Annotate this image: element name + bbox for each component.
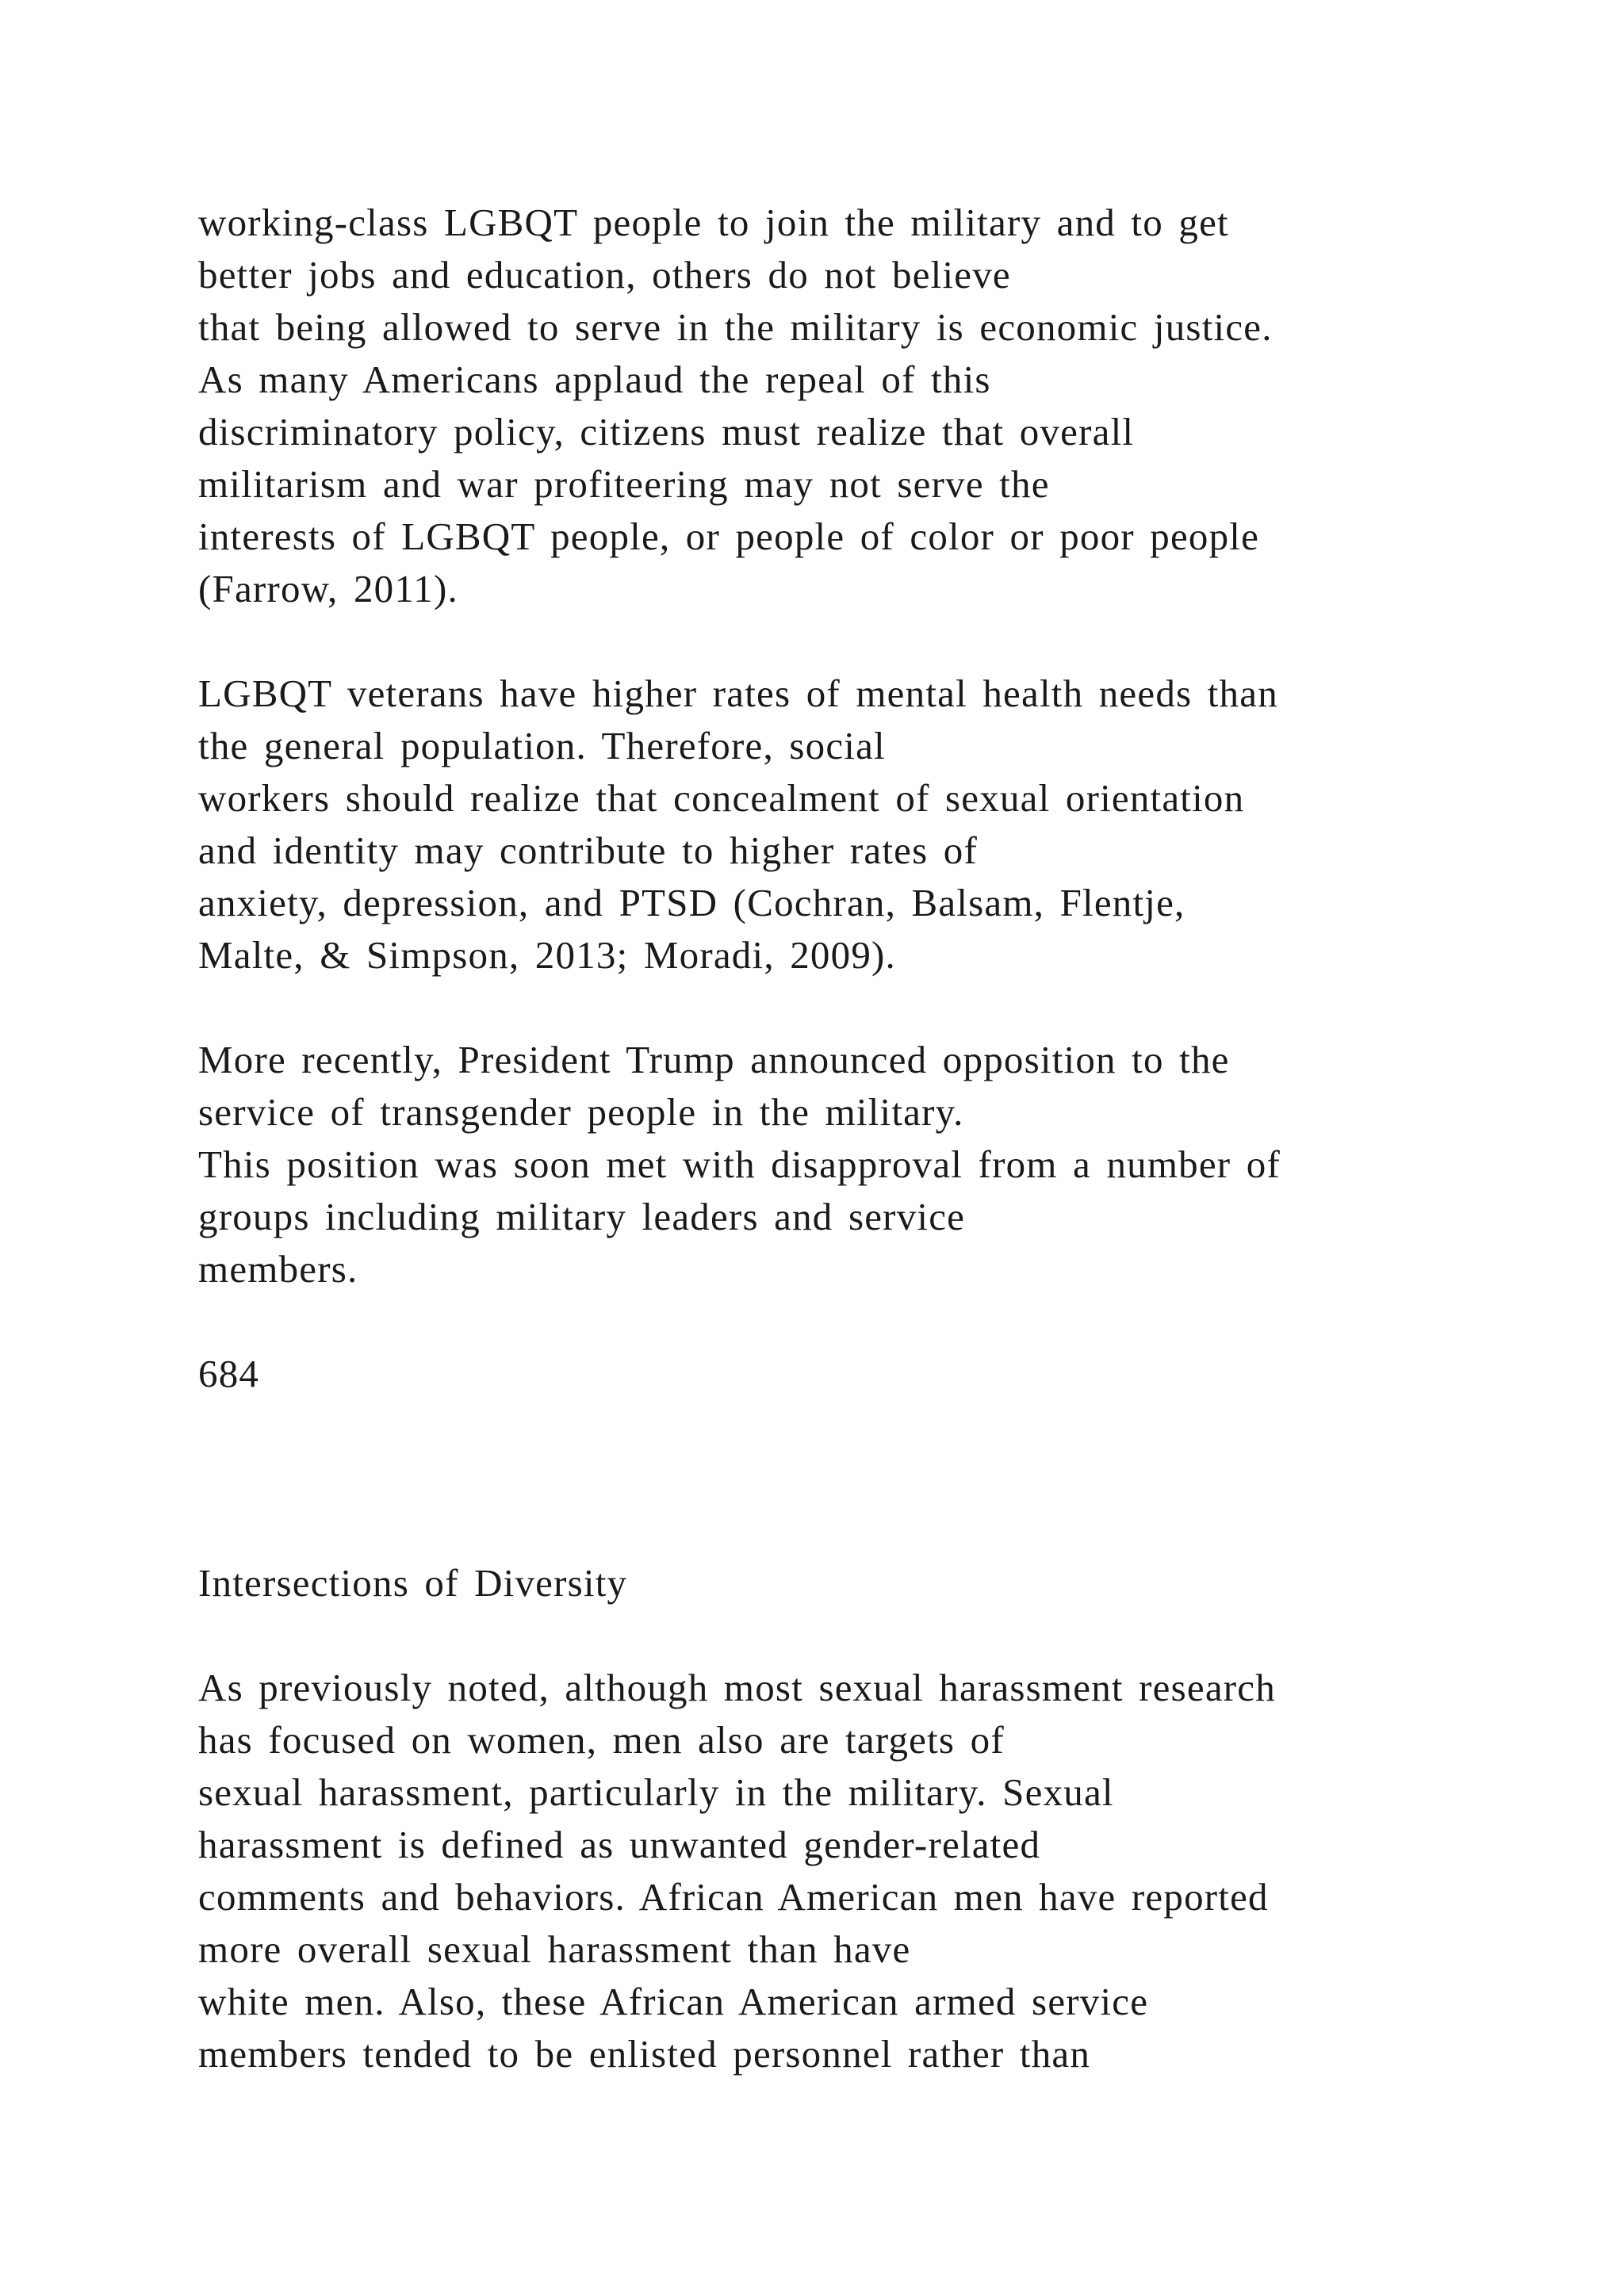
page-number	[198, 1348, 1435, 1400]
paragraph-spacer	[198, 1609, 1435, 1662]
text-line: militarism and war profiteering may not serve the	[198, 462, 1050, 506]
section-heading	[198, 1557, 1435, 1609]
text-line: LGBQT veterans have higher rates of mental health needs than	[198, 672, 1278, 715]
text-line: service of transgender people in the military.	[198, 1090, 964, 1134]
text-line: the general population. Therefore, social	[198, 724, 886, 767]
paragraph-military-justice	[198, 197, 1435, 615]
text-line: As previously noted, although most sexual harassment research	[198, 1666, 1276, 1709]
paragraph-spacer	[198, 615, 1435, 668]
text-line: better jobs and education, others do not believe	[198, 253, 1011, 297]
paragraph-spacer	[198, 982, 1435, 1034]
text-line: Malte, & Simpson, 2013; Moradi, 2009).	[198, 933, 896, 977]
document-body	[198, 197, 1435, 2080]
paragraph-spacer	[198, 1295, 1435, 1348]
text-line: working-class LGBQT people to join the military and to get	[198, 201, 1229, 244]
text-line: has focused on women, men also are targets of	[198, 1718, 1005, 1762]
page-break-spacer	[198, 1400, 1435, 1557]
text-line: interests of LGBQT people, or people of color or poor people	[198, 515, 1260, 558]
section-heading-text: Intersections of Diversity	[198, 1561, 628, 1605]
text-line: As many Americans applaud the repeal of this	[198, 358, 991, 401]
text-line: members.	[198, 1247, 358, 1291]
text-line: More recently, President Trump announced opposition to the	[198, 1038, 1230, 1081]
text-line: sexual harassment, particularly in the military. Sexual	[198, 1770, 1114, 1814]
paragraph-sexual-harassment	[198, 1662, 1435, 2080]
text-line: harassment is defined as unwanted gender-related	[198, 1823, 1041, 1866]
paragraph-transgender-service	[198, 1034, 1435, 1295]
text-line: workers should realize that concealment of sexual orientation	[198, 776, 1245, 820]
text-line: discriminatory policy, citizens must realize that overall	[198, 410, 1135, 453]
text-line: and identity may contribute to higher rates of	[198, 828, 979, 872]
text-line: anxiety, depression, and PTSD (Cochran, Balsam, Flentje,	[198, 881, 1185, 924]
page-number-text: 684	[198, 1352, 260, 1395]
text-line: white men. Also, these African American armed service	[198, 1980, 1149, 2023]
text-line: more overall sexual harassment than have	[198, 1927, 911, 1971]
text-line: members tended to be enlisted personnel rather than	[198, 2032, 1091, 2076]
text-line: (Farrow, 2011).	[198, 567, 458, 610]
paragraph-veterans-mental-health	[198, 668, 1435, 982]
text-line: This position was soon met with disapproval from a number of	[198, 1142, 1281, 1186]
text-line: that being allowed to serve in the military is economic justice.	[198, 305, 1273, 349]
text-line: groups including military leaders and service	[198, 1195, 966, 1238]
text-line: comments and behaviors. African American men have reported	[198, 1875, 1269, 1919]
